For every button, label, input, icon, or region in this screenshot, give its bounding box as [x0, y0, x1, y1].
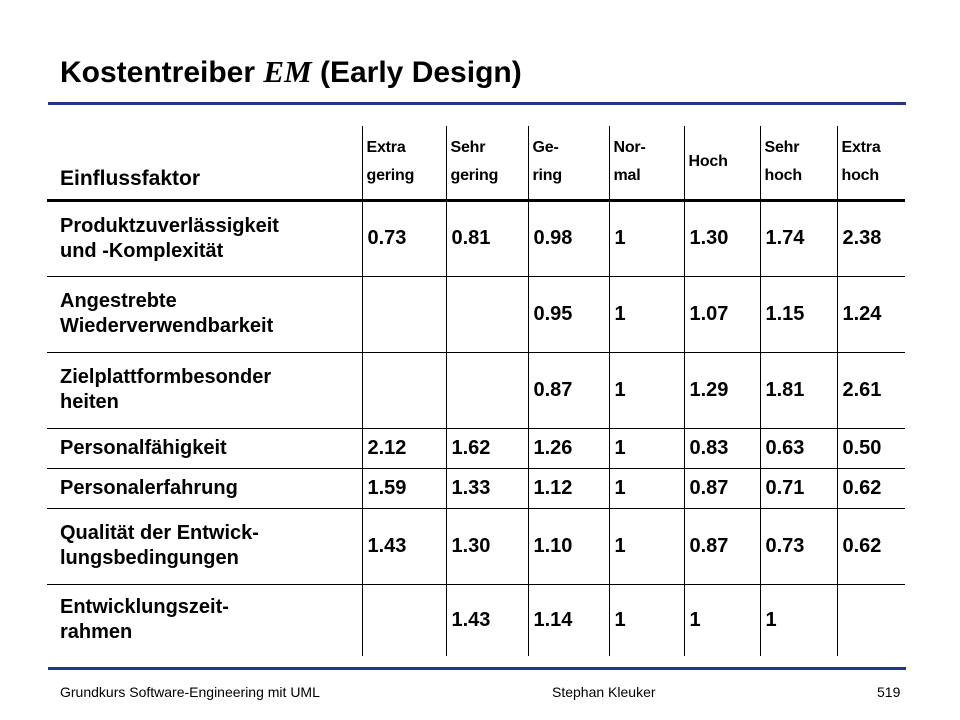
title-divider	[48, 102, 906, 105]
table-cell: 1.29	[684, 352, 760, 428]
table-row	[47, 200, 905, 276]
header-level-hoch: Hoch	[684, 126, 760, 200]
table-row	[47, 508, 905, 584]
slide-title	[60, 52, 522, 93]
table-cell: 1.15	[760, 276, 837, 352]
table-cell: 1	[684, 584, 760, 656]
row-factor: Personalerfahrung	[47, 468, 362, 508]
table-cell: 1	[609, 508, 684, 584]
header-level-extra-gering: Extra gering	[362, 126, 446, 200]
row-factor: Zielplattformbesonder heiten	[47, 352, 362, 428]
header-level-normal: Nor- mal	[609, 126, 684, 200]
title-symbol: EM	[263, 54, 312, 89]
header-level-gering: Ge- ring	[528, 126, 609, 200]
table-cell	[446, 276, 528, 352]
row-factor: Produktzuverlässigkeit und -Komplexität	[47, 200, 362, 276]
table-cell: 0.87	[684, 508, 760, 584]
table-cell: 2.38	[842, 227, 882, 249]
table-cell	[837, 584, 905, 656]
table-cell: 1	[609, 200, 684, 276]
table-cell: 1.33	[446, 468, 528, 508]
table-cell: 0.87	[684, 468, 760, 508]
footer-course-title: Grundkurs Software-Engineering mit UML	[60, 684, 320, 700]
table-cell: 0.62	[837, 508, 905, 584]
table-cell: 1.81	[760, 352, 837, 428]
table-cell: 1.12	[528, 468, 609, 508]
table-cell: 1.43	[446, 584, 528, 656]
table-cell: 1	[609, 428, 684, 468]
table-cell: 0.63	[760, 428, 837, 468]
table-row	[47, 584, 905, 656]
table-cell: 1.24	[837, 276, 905, 352]
table-cell: 1.30	[446, 508, 528, 584]
table-cell: 0.98	[528, 200, 609, 276]
table-cell: 1.26	[528, 428, 609, 468]
table-cell: 1	[609, 276, 684, 352]
table-cell: 2.12	[362, 428, 446, 468]
table-cell: 1.30	[684, 200, 760, 276]
cost-driver-table	[47, 126, 905, 656]
header-factor: Einflussfaktor	[47, 126, 362, 200]
row-factor: Angestrebte Wiederverwendbarkeit	[47, 276, 362, 352]
table-row	[47, 468, 905, 508]
table-cell: 0.62	[837, 468, 905, 508]
header-level-extra-hoch: Extra hoch	[837, 126, 905, 200]
table-row	[47, 352, 905, 428]
table-cell: 0.87	[528, 352, 609, 428]
header-level-sehr-hoch: Sehr hoch	[760, 126, 837, 200]
table-cell: 1.59	[362, 468, 446, 508]
row-factor: Personalfähigkeit	[47, 428, 362, 468]
table-cell: 0.50	[837, 428, 905, 468]
table-cell: 1	[609, 468, 684, 508]
table-cell	[446, 352, 528, 428]
table-row	[47, 276, 905, 352]
table-cell: 0.95	[528, 276, 609, 352]
table-header-row	[47, 126, 905, 200]
table-cell: 0.73	[362, 200, 446, 276]
table-cell	[362, 584, 446, 656]
table-cell: 1.74	[760, 200, 837, 276]
footer-author: Stephan Kleuker	[552, 684, 656, 700]
table-cell: 0.81	[446, 200, 528, 276]
table-cell: 1.62	[446, 428, 528, 468]
row-factor: Entwicklungszeit- rahmen	[47, 584, 362, 656]
title-prefix: Kostentreiber	[60, 56, 256, 89]
table-cell: 2.61	[837, 352, 905, 428]
table-row	[47, 428, 905, 468]
table-cell: 1	[609, 352, 684, 428]
table-cell: 0.73	[760, 508, 837, 584]
table-cell	[362, 352, 446, 428]
row-factor: Qualität der Entwick- lungsbedingungen	[47, 508, 362, 584]
footer-divider	[48, 667, 906, 670]
table-cell: 0.83	[684, 428, 760, 468]
header-level-sehr-gering: Sehr gering	[446, 126, 528, 200]
table-cell: 1.14	[528, 584, 609, 656]
table-cell: 1	[760, 584, 837, 656]
table-cell: 1.07	[684, 276, 760, 352]
table-cell: 1	[609, 584, 684, 656]
table-cell: 1.43	[362, 508, 446, 584]
footer-page-number: 519	[877, 684, 901, 700]
title-suffix: (Early Design)	[319, 56, 522, 89]
table-cell: 1.10	[528, 508, 609, 584]
table-cell	[362, 276, 446, 352]
table-cell: 0.71	[760, 468, 837, 508]
